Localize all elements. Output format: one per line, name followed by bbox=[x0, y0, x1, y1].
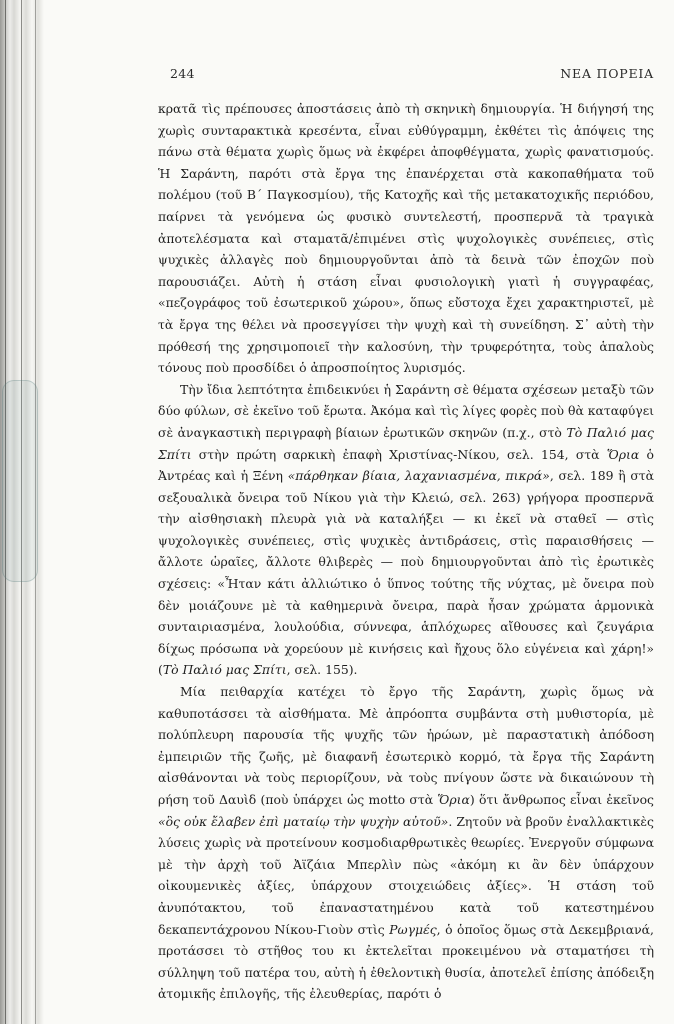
quotation: «ὃς οὐκ ἔλαβεν ἐπὶ ματαίῳ τὴν ψυχὴν αὐτοῦ» bbox=[158, 813, 449, 829]
paragraph-text: , ὁ ὁποῖος ὅμως στὰ Δεκεμβριανά, προτάσσει τὸ στῆθος του κι ἐκτελεῖται προκειμένου νὰ σταματήσει τὴ σύλληψη τοῦ πατέρα του, αὐτὴ ἡ ἐθελοντικὴ θυσία, ἀποτελεῖ ἐπίσης ἀπόδειξη ἀτομικῆς ἐπιλογῆς, τῆς ἐλευθερίας, παρότι ὁ bbox=[158, 921, 654, 1002]
paragraph-2 bbox=[158, 379, 654, 681]
book-title: Ὅρια bbox=[437, 792, 470, 807]
paragraph-text: στὴν πρώτη σαρκικὴ ἐπαφὴ Χριστίνας-Νίκου, σελ. 154, στὰ bbox=[191, 446, 607, 462]
paragraph-text: . Ζητοῦν νὰ βροῦν ἐναλλακτικὲς λύσεις χωρὶς νὰ προτείνουν κοσμοδιαρθρωτικὲς θεωρίες. Ἐνεργοῦν σύμφωνα μὲ τὴν ἀρχὴ τοῦ Ἀϊζάια Μπερλὶν πὼς «ἀκόμη κι ἂν δὲν ὑπάρχουν οἰκουμενικὲς ἀξίες, ὑπάρχουν στοιχειώδεις ἀξίες». Ἡ στάση τοῦ ἀνυπότακτου, τοῦ ἐπαναστατημένου κατὰ τοῦ κατεστημένου δεκαπεντάχρονου Νίκου-Γιοὺν στὶς bbox=[158, 813, 655, 937]
paragraph-text: , σελ. 189 ἢ στὰ σεξουαλικὰ ὄνειρα τοῦ Νίκου γιὰ τὴν Κλειώ, σελ. 263) γρήγορα προσπερνᾶ τὴν αἰσθησιακὴ πλευρὰ γιὰ νὰ καταλήξει — κι ἐκεῖ νὰ σταθεῖ — στὶς ψυχολογικὲς συνέπειες, στὶς ψυχικὲς ἀντιδράσεις, στὶς παραισθήσεις — ἄλλοτε ὡραῖες, ἄλλοτε θλιβερὲς — ποὺ δημιουργοῦνται ἀπὸ τὶς ἐρωτικὲς σχέσεις: «Ἦταν κάτι ἀλλιώτικο ὁ ὕπνος τούτης τῆς νύχτας, μὲ ὄνειρα ποὺ δὲν μοιάζουνε μὲ τὰ καθημερινὰ ὄνειρα, παρὰ ἦσαν χρώματα ἁρμονικὰ συνταιριασμένα, λουλούδια, σύννεφα, ἁπλόχωρες αἴθουσες καὶ ζευγάρια δίχως πρόσωπα νὰ χορεύουν μὲ κινήσεις καὶ ἤχους ὅλο εὐγένεια καὶ χάρη!» ( bbox=[158, 468, 655, 678]
running-title: ΝΕΑ ΠΟΡΕΙΑ bbox=[560, 66, 654, 81]
book-title: Ὅρια bbox=[606, 446, 640, 462]
paragraph-text: ) ὅτι ἄνθρωπος εἶναι ἐκεῖνος bbox=[469, 792, 654, 807]
paragraph-text: , σελ. 155). bbox=[286, 662, 358, 678]
page-number: 244 bbox=[170, 66, 195, 81]
paragraph-text: Τὴν ἴδια λεπτότητα ἐπιδεικνύει ἡ Σαράντη σὲ θέματα σχέσεων μεταξὺ τῶν δύο φύλων, σὲ ἐκεῖνο τοῦ ἔρωτα. Ἀκόμα καὶ τὶς λίγες φορὲς ποὺ θὰ καταφύγει σὲ ἀναγκαστικὴ περιγραφὴ βίαιων ἐρωτικῶν σκηνῶν (π.χ., στὸ bbox=[158, 381, 654, 440]
book-title: Ρωγμές bbox=[389, 921, 437, 937]
paragraph-text: ὁ Ἀντρέας καὶ ἡ Ξένη bbox=[158, 446, 654, 484]
article-text bbox=[158, 98, 654, 1005]
paragraph-1 bbox=[158, 98, 654, 379]
page-header bbox=[170, 66, 654, 84]
paragraph-text: κρατᾶ τὶς πρέπουσες ἀποστάσεις ἀπὸ τὴ σκηνικὴ δημιουργία. Ἡ διήγησή της χωρὶς συνταρακτικὰ κρεσέντα, εἶναι εὐθύγραμμη, ἐκθέτει τὶς ἀπόψεις της πάνω στὰ θέματα χωρὶς ὅμως νὰ ἐκφέρει ἀποφθέγματα, χωρὶς φανατισμούς. Ἡ Σαράντη, παρότι στὰ ἔργα της ἐπανέρχεται στὰ κακοπαθήματα τοῦ πολέμου (τοῦ Β´ Παγκοσμίου), τῆς Κατοχῆς καὶ τῆς μετακατοχικῆς περιόδου, παίρνει τὰ γενόμενα ὡς φυσικὸ συντελεστή, προσπερνᾶ τὰ τραγικὰ ἀποτελέσματα καὶ σταματᾶ/ἐπιμένει στὶς ψυχολογικὲς συνέπειες, στὶς ψυχικὲς ἀλλαγὲς ποὺ δημιουργοῦνται ἀπὸ τὰ δεινὰ τῶν ἐποχῶν ποὺ παρουσιάζει. Αὐτὴ ἡ στάση εἶναι φυσιολογικὴ γιατὶ ἡ συγγραφέας, «πεζογράφος τοῦ ἐσωτερικοῦ χώρου», ὅπως εὔστοχα ἔχει χαρακτηριστεῖ, μὲ τὰ ἔργα της θέλει νὰ προσεγγίσει τὴν ψυχὴ καὶ τὴ συνείδηση. Σ᾽ αὐτὴ τὴν πρόθεσή της χρησιμοποιεῖ τὴν καλοσύνη, τὴν τρυφερότητα, τοὺς ἁπαλοὺς τόνους ποὺ προσδίδει ὁ ἀπροσποίητος λυρισμός. bbox=[158, 101, 654, 376]
quotation: «πάρθηκαν βίαια, λαχανιασμένα, πικρά» bbox=[287, 468, 550, 484]
book-title: Τὸ Παλιό μας Σπίτι bbox=[162, 662, 287, 678]
paragraph-text: Μία πειθαρχία κατέχει τὸ ἔργο τῆς Σαράντη, χωρὶς ὅμως νὰ καθυποτάσσει τὰ αἰσθήματα. Μὲ ἀπρόοπτα συμβάντα στὴ μυθιστορία, μὲ πολύπλευρη παρουσία τῆς ψυχῆς τῶν ἡρώων, μὲ παραστατικὴ ἀπόδοση ἐμπειριῶν τῆς ζωῆς, μὲ διαφανῆ ἐσωτερικὸ κορμό, τὰ ἔργα τῆς Σαράντη αἰσθάνονται νὰ τοὺς περιορίζουν, νὰ τοὺς πνίγουν ὥστε νὰ δικαιώνουν τὴ ρήση τοῦ Δαυὶδ (ποὺ ὑπάρχει ὡς motto στὰ bbox=[158, 684, 654, 807]
paragraph-3 bbox=[158, 681, 654, 1005]
book-title: Τὸ Παλιό μας Σπίτι bbox=[158, 424, 654, 462]
library-stamp bbox=[2, 380, 38, 582]
